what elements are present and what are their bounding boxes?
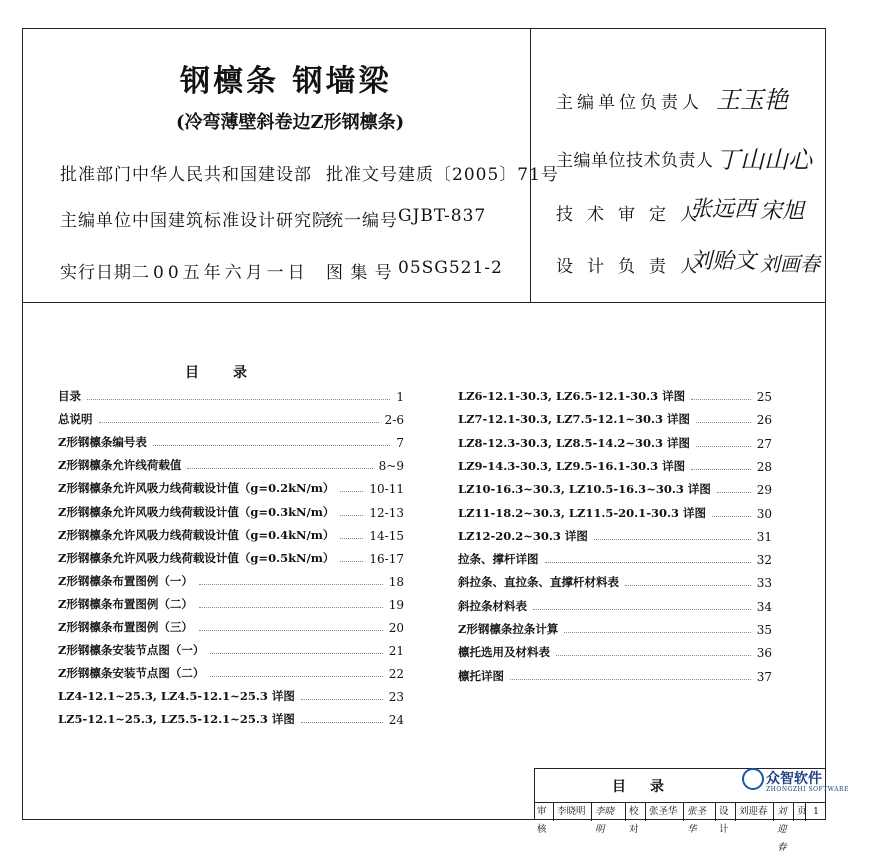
- toc-entry-label: 拉条、撑杆详图: [458, 552, 539, 567]
- toc-entry-label: LZ9-14.3-30.3, LZ9.5-16.1-30.3 详图: [458, 458, 686, 473]
- toc-entry-page: 12-13: [369, 505, 404, 520]
- toc-entry: [458, 666, 772, 684]
- toc-entry: [458, 642, 772, 660]
- toc-entry: [58, 709, 404, 727]
- toc-entry-label: Z形钢檩条允许线荷载值: [58, 458, 182, 473]
- toc-entry: [58, 455, 404, 473]
- toc-entry: [58, 432, 404, 450]
- toc-entry: [458, 456, 772, 474]
- toc-leader-dots: [340, 538, 363, 539]
- signature-4a: 刘贻文: [690, 249, 757, 274]
- toc-leader-dots: [556, 655, 751, 656]
- toc-leader-dots: [199, 630, 383, 631]
- signature-3a: 张远西: [690, 197, 757, 222]
- logo-name: 众智软件: [766, 771, 822, 787]
- review-sign: 李晓明: [592, 803, 626, 821]
- toc-entry-page: 32: [756, 553, 772, 568]
- toc-leader-dots: [696, 446, 751, 447]
- toc-entry-page: 37: [756, 669, 772, 684]
- toc-leader-dots: [301, 699, 383, 700]
- toc-entry: [58, 409, 404, 427]
- toc-entry-page: 19: [388, 597, 404, 612]
- toc-entry: [458, 386, 772, 404]
- toc-leader-dots: [210, 676, 382, 677]
- toc-entry: [458, 549, 772, 567]
- unified-no: GJBT-837: [398, 206, 487, 226]
- toc-leader-dots: [199, 584, 383, 585]
- toc-entry-label: Z形钢檩条允许风吸力线荷载设计值（g=0.4kN/m）: [58, 527, 335, 542]
- toc-entry: [58, 686, 404, 704]
- check-name: 张圣华: [646, 803, 684, 821]
- logo-icon: [742, 768, 764, 790]
- title-block-signature-row: [534, 802, 826, 853]
- toc-entry-page: 31: [756, 529, 772, 544]
- toc-entry-label: LZ10-16.3~30.3, LZ10.5-16.3~30.3 详图: [458, 482, 711, 497]
- toc-entry-page: 28: [756, 459, 772, 474]
- toc-entry-page: 7: [396, 436, 404, 451]
- editor-unit: 中国建筑标准设计研究院: [132, 211, 330, 231]
- toc-entry-page: 23: [388, 690, 404, 705]
- toc-leader-dots: [691, 399, 751, 400]
- toc-leader-dots: [712, 516, 751, 517]
- toc-entry-page: 24: [388, 713, 404, 728]
- toc-leader-dots: [340, 515, 363, 516]
- toc-entry-page: 27: [756, 436, 772, 451]
- toc-entry: [458, 572, 772, 590]
- toc-leader-dots: [153, 445, 390, 446]
- toc-entry-label: 目录: [58, 389, 81, 403]
- page-title: 钢檩条 钢墙梁: [180, 64, 392, 99]
- design-label: 设计: [716, 803, 736, 821]
- toc-leader-dots: [533, 609, 751, 610]
- toc-leader-dots: [691, 469, 751, 470]
- role-chief-unit-head: 主编单位负责人: [556, 93, 703, 113]
- toc-leader-dots: [340, 561, 363, 562]
- toc-entry-label: Z形钢檩条布置图例（三）: [58, 620, 193, 634]
- toc-entry-label: Z形钢檩条安装节点图（二）: [58, 666, 205, 681]
- toc-entry-label: Z形钢檩条允许风吸力线荷载设计值（g=0.3kN/m）: [58, 504, 335, 519]
- design-sign: 刘迎春: [774, 803, 794, 821]
- approval-doc-label: 批准文号: [326, 165, 398, 185]
- toc-entry: [58, 386, 404, 404]
- toc-entry-page: 22: [388, 667, 404, 682]
- editor-unit-label: 主编单位: [60, 211, 132, 231]
- signature-1: 王玉艳: [716, 86, 788, 114]
- toc-leader-dots: [625, 585, 751, 586]
- toc-entry-label: 总说明: [58, 412, 93, 427]
- role-tech-reviewer: 技术审定人: [556, 205, 711, 225]
- page-subtitle: (冷弯薄壁斜卷边Z形钢檩条): [176, 112, 405, 133]
- signature-4b: 刘画春: [760, 252, 820, 276]
- toc-entry-label: LZ8-12.3-30.3, LZ8.5-14.2~30.3 详图: [458, 435, 690, 450]
- toc-entry-page: 25: [756, 390, 772, 404]
- impl-date: 二00五年六月一日: [132, 263, 309, 283]
- toc-leader-dots: [199, 607, 383, 608]
- approval-dept: 中华人民共和国建设部: [132, 165, 312, 185]
- toc-entry-label: 斜拉条材料表: [458, 598, 527, 613]
- toc-entry: [58, 571, 404, 589]
- design-name: 刘迎春: [736, 803, 774, 821]
- toc-leader-dots: [301, 722, 383, 723]
- toc-entry-label: Z形钢檩条布置图例（一）: [58, 573, 193, 588]
- page-label: 页: [794, 803, 806, 821]
- toc-leader-dots: [340, 491, 363, 492]
- toc-entry-page: 29: [756, 483, 772, 498]
- toc-leader-dots: [545, 562, 751, 563]
- toc-entry-label: Z形钢檩条允许风吸力线荷载设计值（g=0.5kN/m）: [58, 550, 335, 565]
- unified-no-label: 统一编号: [326, 211, 398, 231]
- toc-entry-label: LZ11-18.2~30.3, LZ11.5-20.1-30.3 详图: [458, 505, 706, 520]
- toc-leader-dots: [187, 468, 372, 469]
- toc-entry-page: 34: [756, 599, 772, 614]
- toc-leader-dots: [717, 492, 751, 493]
- toc-leader-dots: [210, 653, 382, 654]
- toc-entry-page: 10-11: [369, 482, 404, 497]
- toc-entry-label: LZ12-20.2~30.3 详图: [458, 528, 588, 543]
- signature-2: 丁山山心: [716, 146, 812, 174]
- toc-entry-page: 30: [756, 506, 772, 521]
- toc-entry-page: 1: [396, 390, 404, 404]
- approval-dept-label: 批准部门: [60, 165, 132, 185]
- toc-entry-page: 8~9: [378, 459, 404, 474]
- toc-leader-dots: [510, 679, 751, 680]
- toc-entry: [458, 479, 772, 497]
- review-name: 李晓明: [554, 803, 592, 821]
- toc-leader-dots: [87, 399, 390, 400]
- toc-entry-label: 檩托详图: [458, 668, 504, 683]
- toc-entry-page: 18: [388, 574, 404, 589]
- toc-heading: 目录: [185, 365, 281, 381]
- page-number: 1: [812, 806, 820, 817]
- check-label: 校对: [626, 803, 646, 821]
- toc-entry: [58, 617, 404, 635]
- toc-entry-page: 33: [756, 576, 772, 591]
- atlas-no: 05SG521-2: [398, 258, 503, 278]
- role-chief-unit-tech-head: 主编单位技术负责人: [556, 151, 714, 171]
- toc-entry-page: 16-17: [369, 551, 404, 566]
- toc-entry-page: 2-6: [384, 413, 404, 428]
- toc-entry-label: LZ6-12.1-30.3, LZ6.5-12.1-30.3 详图: [458, 389, 686, 403]
- toc-entry-page: 20: [388, 621, 404, 635]
- toc-entry: [58, 525, 404, 543]
- logo-sub: ZHONGZHI SOFTWARE: [766, 786, 849, 793]
- impl-date-label: 实行日期: [60, 263, 132, 283]
- toc-entry: [458, 503, 772, 521]
- toc-entry-label: Z形钢檩条拉条计算: [458, 622, 559, 636]
- atlas-no-label: 图 集 号: [326, 263, 393, 283]
- toc-entry: [458, 433, 772, 451]
- toc-leader-dots: [99, 422, 379, 423]
- title-block-title: 目录: [612, 779, 688, 795]
- toc-entry-label: Z形钢檩条允许风吸力线荷载设计值（g=0.2kN/m）: [58, 481, 335, 496]
- toc-entry: [58, 663, 404, 681]
- toc-entry: [458, 596, 772, 614]
- toc-entry: [58, 502, 404, 520]
- toc-entry-label: Z形钢檩条编号表: [58, 435, 147, 450]
- toc-entry: [58, 594, 404, 612]
- toc-entry: [458, 409, 772, 427]
- toc-entry: [58, 478, 404, 496]
- signature-3b: 宋旭: [760, 199, 805, 224]
- header-divider: [22, 302, 826, 303]
- review-label: 审核: [534, 803, 554, 821]
- toc-leader-dots: [696, 422, 751, 423]
- toc-entry-label: LZ5-12.1~25.3, LZ5.5-12.1~25.3 详图: [58, 712, 295, 727]
- toc-entry-label: LZ7-12.1-30.3, LZ7.5-12.1~30.3 详图: [458, 412, 690, 427]
- toc-entry-page: 35: [756, 623, 772, 637]
- toc-entry-page: 26: [756, 413, 772, 428]
- toc-entry-label: Z形钢檩条安装节点图（一）: [58, 643, 205, 658]
- toc-entry-label: Z形钢檩条布置图例（二）: [58, 596, 193, 611]
- check-sign: 张圣华: [684, 803, 716, 821]
- toc-entry: [58, 640, 404, 658]
- approval-doc: 建质〔2005〕71号: [398, 165, 559, 185]
- toc-entry-label: 斜拉条、直拉条、直撑杆材料表: [458, 575, 619, 590]
- toc-leader-dots: [564, 632, 750, 633]
- toc-entry-label: LZ4-12.1~25.3, LZ4.5-12.1~25.3 详图: [58, 689, 295, 704]
- toc-entry-page: 14-15: [369, 528, 404, 543]
- toc-leader-dots: [594, 539, 751, 540]
- toc-entry-page: 21: [388, 644, 404, 659]
- toc-entry: [58, 548, 404, 566]
- toc-entry-page: 36: [756, 646, 772, 661]
- toc-entry-label: 檩托选用及材料表: [458, 645, 550, 660]
- toc-entry: [458, 526, 772, 544]
- role-design-head: 设计负责人: [556, 257, 711, 277]
- toc-entry: [458, 619, 772, 637]
